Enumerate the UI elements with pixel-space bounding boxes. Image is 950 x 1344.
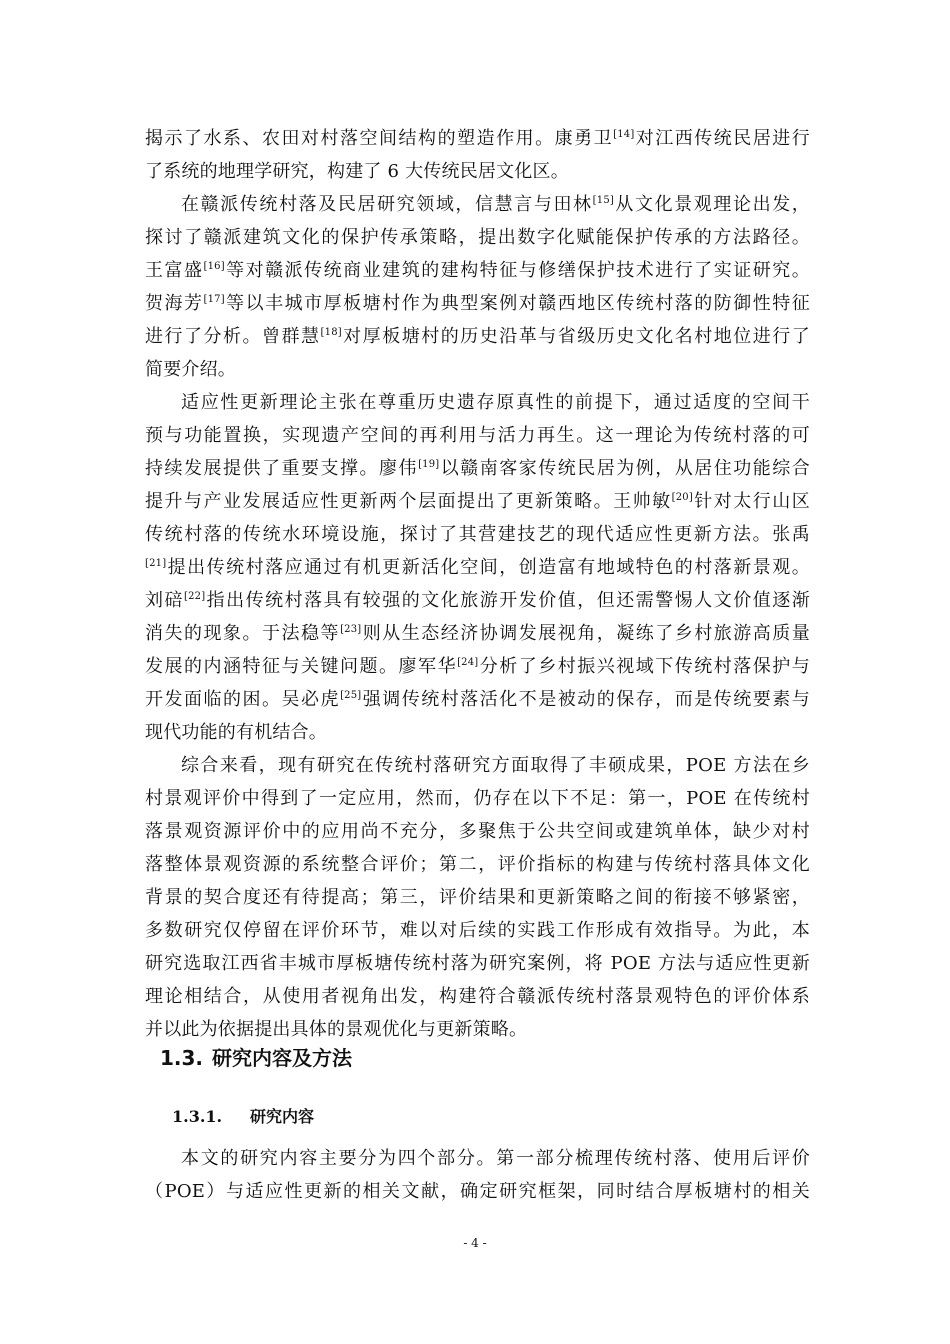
- subsection-title: 研究内容: [250, 1107, 315, 1126]
- text-line: 了系统的地理学研究，构建了 6 大传统民居文化区。: [145, 161, 569, 182]
- text-line: 揭示了水系、农田对村落空间结构的塑造作用。康勇卫[14]对江西传统民居进行: [145, 128, 810, 149]
- text-line: 传统村落的传统水环境设施，探讨了其营建技艺的现代适应性更新方法。张禹: [145, 524, 810, 545]
- text-line: 理论相结合，从使用者视角出发，构建符合赣派传统村落景观特色的评价体系: [145, 986, 810, 1007]
- section-title: 研究内容及方法: [212, 1046, 352, 1070]
- text-line: 发展的内涵特征与关键问题。廖军华[24]分析了乡村振兴视域下传统村落保护与: [145, 656, 810, 677]
- text-line: 适应性更新理论主张在尊重历史遗存原真性的前提下，通过适度的空间干: [181, 392, 810, 413]
- section-heading: [160, 1043, 352, 1073]
- text-line: 村景观评价中得到了一定应用，然而，仍存在以下不足：第一，POE 在传统村: [145, 788, 810, 809]
- text-line: 消失的现象。于法稳等[23]则从生态经济协调发展视角，凝练了乡村旅游高质量: [145, 623, 810, 644]
- subsection-heading: [172, 1104, 314, 1130]
- text-line: [21]提出传统村落应通过有机更新活化空间，创造富有地域特色的村落新景观。: [145, 557, 810, 578]
- text-line: 现代功能的有机结合。: [145, 722, 327, 743]
- text-line: 预与功能置换，实现遗产空间的再利用与活力再生。这一理论为传统村落的可: [145, 425, 810, 446]
- text-line: 背景的契合度还有待提高；第三，评价结果和更新策略之间的衔接不够紧密，: [145, 887, 810, 908]
- text-line: 王富盛[16]等对赣派传统商业建筑的建构特征与修缮保护技术进行了实证研究。: [145, 260, 810, 281]
- text-line: 进行了分析。曾群慧[18]对厚板塘村的历史沿革与省级历史文化名村地位进行了: [145, 326, 810, 347]
- text-line: （POE）与适应性更新的相关文献，确定研究框架，同时结合厚板塘村的相关: [145, 1181, 810, 1202]
- section-number: 1.3.: [160, 1046, 204, 1070]
- text-line: 贺海芳[17]等以丰城市厚板塘村作为典型案例对赣西地区传统村落的防御性特征: [145, 293, 810, 314]
- subsection-number: 1.3.1.: [172, 1107, 223, 1126]
- text-line: 综合来看，现有研究在传统村落研究方面取得了丰硕成果，POE 方法在乡: [181, 755, 810, 776]
- text-line: 提升与产业发展适应性更新两个层面提出了更新策略。王帅敏[20]针对太行山区: [145, 491, 810, 512]
- text-line: 刘碚[22]指出传统村落具有较强的文化旅游开发价值，但还需警惕人文价值逐渐: [145, 590, 810, 611]
- text-line: 多数研究仅停留在评价环节，难以对后续的实践工作形成有效指导。为此，本: [145, 920, 810, 941]
- text-line: 持续发展提供了重要支撑。廖伟[19]以赣南客家传统民居为例，从居住功能综合: [145, 458, 810, 479]
- text-line: 本文的研究内容主要分为四个部分。第一部分梳理传统村落、使用后评价: [181, 1148, 810, 1169]
- text-line: 探讨了赣派建筑文化的保护传承策略，提出数字化赋能保护传承的方法路径。: [145, 227, 810, 248]
- text-line: 简要介绍。: [145, 359, 236, 380]
- text-line: 落整体景观资源的系统整合评价；第二，评价指标的构建与传统村落具体文化: [145, 854, 810, 875]
- text-line: 开发面临的困。吴必虎[25]强调传统村落活化不是被动的保存，而是传统要素与: [145, 689, 810, 710]
- page-number: - 4 -: [463, 1236, 487, 1250]
- text-line: 研究选取江西省丰城市厚板塘传统村落为研究案例，将 POE 方法与适应性更新: [145, 953, 810, 974]
- text-line: 并以此为依据提出具体的景观优化与更新策略。: [145, 1019, 528, 1040]
- text-line: 在赣派传统村落及民居研究领域，信慧言与田林[15]从文化景观理论出发，: [181, 194, 810, 215]
- text-line: 落景观资源评价中的应用尚不充分，多聚焦于公共空间或建筑单体，缺少对村: [145, 821, 810, 842]
